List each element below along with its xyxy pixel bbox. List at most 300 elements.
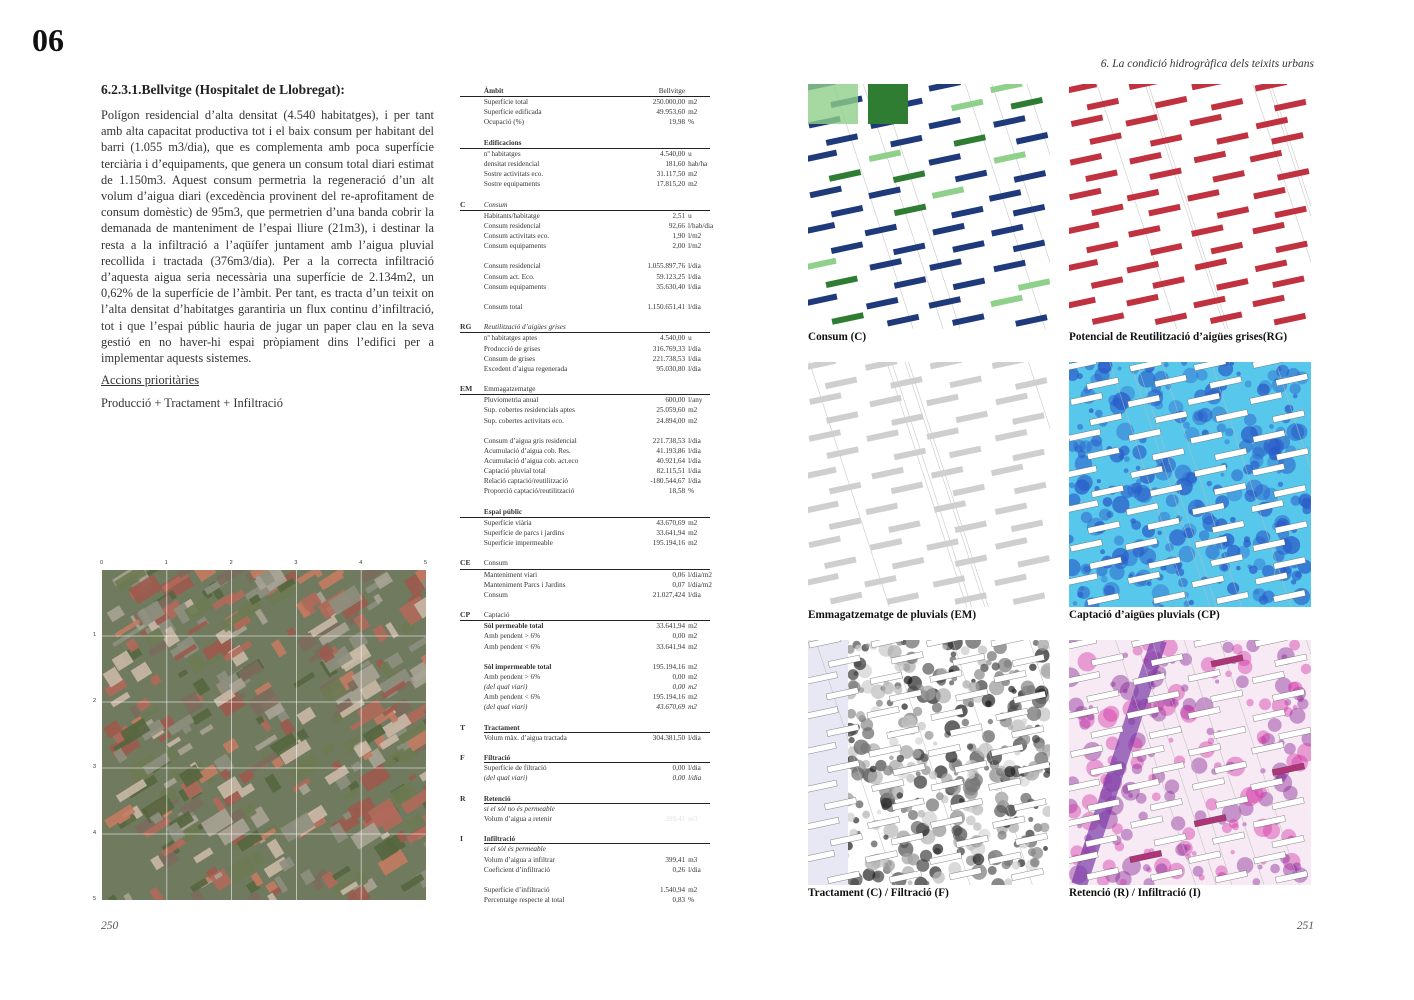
table-cell-val: 0,06 [672,570,685,579]
table-cell-label: Pluviometria anual [483,396,539,405]
table-cell-unit: m3 [688,855,698,864]
table-cell-label: Retenció [484,794,623,804]
table-row [460,652,710,662]
table-cell-label: Captació pluvial total [483,467,546,476]
table-cell-code [460,486,484,496]
table-cell-label [484,600,623,610]
thematic-map-treat [808,640,1050,885]
table-cell-unit: l/dia [688,364,701,373]
table-cell-code [460,895,484,905]
table-cell-code [460,702,484,712]
page-number-right: 251 [1296,920,1314,932]
table-cell-label [484,292,623,302]
table-cell-label: nº habitatges [483,149,521,158]
table-cell-unit [685,292,710,302]
table-cell-unit: l/dia [688,282,701,291]
table-cell-unit [685,834,710,844]
table-cell-val: 4.540,00 [659,334,686,343]
table-cell-val [623,875,685,885]
table-cell-code [460,169,484,179]
table-row [460,302,710,312]
table-cell-val: 33.641,94 [656,642,686,651]
table-row [460,753,710,763]
table-cell-unit [685,251,710,261]
table-cell-unit [685,497,710,507]
table-cell-val: 0,00 [672,774,686,783]
table-row [460,436,710,446]
aerial-photo [102,570,426,900]
table-cell-label: Volum màx. d’aigua tractada [483,733,567,742]
table-cell-code [460,189,484,199]
table-cell-label [484,713,623,723]
table-cell-label: Sostre equipaments [483,180,540,189]
table-cell-unit [685,844,710,854]
table-cell-label: Manteniment Parcs i Jardins [483,580,566,589]
table-cell-unit: m2 [688,406,698,415]
table-cell-code [460,713,484,723]
table-cell-unit: l/dia [688,764,701,773]
table-cell-label: Tractament [484,723,623,733]
table-row [460,733,710,743]
table-cell-val [623,189,685,199]
table-row [460,231,710,241]
table-cell-unit: l/m2 [688,242,702,251]
table-cell-code [460,395,484,405]
table-cell-label: Captació [483,611,510,620]
table-cell-unit: m2 [688,683,697,692]
table-row [460,149,710,159]
table-row [460,333,710,343]
table-cell-unit [685,652,710,662]
table-cell-label: Habitants/habitatge [483,211,540,220]
table-cell-unit: m2 [688,518,698,527]
table-row [460,251,710,261]
table-cell-unit: m2 [688,416,698,425]
table-row [460,241,710,251]
table-row [460,834,710,844]
table-cell-val: 304.381,50 [652,733,686,742]
table-row [460,272,710,282]
aerial-tick-x: 4 [359,560,363,566]
table-cell-val: 600,00 [665,396,686,405]
table-cell-unit [685,507,710,517]
table-cell-unit: l/dia [688,467,701,476]
table-cell-code [460,784,484,794]
table-row [460,895,710,905]
table-cell-val: 21.027,424 [652,590,686,599]
table-cell-label [484,548,623,558]
table-cell-label: Consum residencial [483,262,541,271]
table-cell-unit [685,426,710,436]
table-row [460,621,710,631]
thematic-map-retain [1069,640,1311,885]
table-row [460,784,710,794]
table-cell-val: 92,66 [668,221,685,230]
table-cell-unit [685,138,710,148]
table-cell-unit: m2 [688,642,698,651]
table-cell-val: 43.670,69 [656,518,686,527]
table-row [460,446,710,456]
table-cell-unit: m2 [688,662,698,671]
table-cell-val: 0,26 [672,865,686,874]
thematic-map-storage [808,362,1050,607]
table-row [460,416,710,426]
running-head: 6. La condició hidrogràfica dels teixits urbans [1100,58,1314,70]
table-cell-code [460,128,484,138]
table-row [460,773,710,783]
table-cell-code [460,456,484,466]
table-cell-code [460,138,484,148]
table-cell-val [623,128,685,138]
table-cell-code [460,476,484,486]
table-cell-label [484,652,623,662]
table-cell-val: 0,00 [672,764,686,773]
table-cell-val: 1.540,94 [659,885,686,894]
table-cell-unit: m2 [688,632,698,641]
table-cell-unit: l/dia [688,733,701,742]
table-cell-unit [685,610,710,620]
table-cell-code [460,548,484,558]
table-cell-code: R [460,793,466,803]
table-row [460,610,710,621]
table-row [460,631,710,641]
table-cell-code [460,642,484,652]
table-row [460,221,714,231]
table-cell-unit [685,600,710,610]
table-cell-unit: hab/ha [688,159,708,168]
table-cell-val [623,548,685,558]
table-cell-unit: % [688,896,695,905]
table-cell-unit: u [688,149,692,158]
table-cell-unit: l/dia [688,436,701,445]
aerial-tick-y: 4 [93,830,97,836]
table-cell-label: Consum [483,559,508,568]
table-row [460,107,710,117]
table-cell-unit: % [688,118,695,127]
table-cell-val: 316.769,33 [652,344,686,353]
table-cell-unit [685,743,710,753]
table-cell-label [484,497,623,507]
table-cell-val [623,507,685,517]
table-cell-val [623,600,685,610]
table-cell-code [460,405,484,415]
table-cell-unit: m2 [688,673,698,682]
table-cell-label: Amb pendent < 6% [483,693,541,702]
table-cell-unit [685,200,710,210]
table-cell-code [460,221,484,231]
table-cell-label [484,784,623,794]
table-cell-unit: l/dia [688,457,701,466]
thematic-map-reuse [1069,84,1311,329]
table-cell-code: CE [460,558,471,568]
table-row [460,794,710,804]
table-cell-unit [685,86,710,96]
table-cell-val: 33.641,94 [656,622,686,631]
table-cell-code [460,662,484,672]
table-cell-val [623,824,685,834]
table-row [460,169,710,179]
table-cell-code [460,497,484,507]
table-row [460,814,710,824]
table-row [460,159,710,169]
table-cell-code: EM [460,384,473,394]
table-cell-code [460,466,484,476]
table-cell-label [484,128,623,138]
table-row [460,86,710,97]
table-row [460,507,710,518]
table-cell-unit: l/dia [688,344,701,353]
table-row [460,824,710,834]
table-cell-code [460,241,484,251]
table-cell-label: Consum de grises [483,354,536,363]
table-row [460,528,710,538]
table-cell-label: Producció de grises [483,344,541,353]
table-row [460,844,710,854]
table-cell-label: Manteniment viari [483,570,538,579]
table-row [460,570,710,580]
table-cell-unit [685,384,710,394]
table-cell-label: Coeficient d’infiltració [483,865,550,874]
table-cell-code [460,875,484,885]
map-caption: Consum (C) [808,331,867,343]
table-cell-code [460,538,484,548]
table-cell-code [460,211,484,221]
table-cell-val [623,652,685,662]
table-cell-label: Superfície de parcs i jardins [483,529,565,538]
table-cell-val: 195.194,16 [652,662,686,671]
table-cell-code [460,763,484,773]
table-row [460,662,710,672]
table-cell-unit: m2 [688,98,698,107]
table-cell-code [460,179,484,189]
table-cell-code [460,344,484,354]
table-cell-code [460,600,484,610]
table-cell-val: 43.670,69 [656,703,686,712]
table-cell-unit [685,713,710,723]
table-cell-code [460,261,484,271]
table-cell-val [623,138,685,148]
table-cell-val: 40.921,64 [656,457,686,466]
table-row [460,466,710,476]
table-cell-label: Proporció captació/reutilització [483,487,575,496]
table-cell-code [460,621,484,631]
table-cell-code [460,528,484,538]
table-cell-val: 4.540,00 [659,149,686,158]
table-cell-code [460,374,484,384]
table-cell-unit [685,794,710,804]
table-cell-val: 35.630,40 [656,282,686,291]
table-cell-code [460,333,484,343]
table-cell-unit: l/dia/m2 [687,570,712,579]
aerial-tick-x: 5 [424,560,428,566]
table-row [460,518,710,528]
table-cell-val: 221.738,53 [652,436,686,445]
table-cell-label: Superfície de filtració [483,764,547,773]
table-cell-code [460,426,484,436]
table-cell-unit: % [688,487,695,496]
table-cell-code [460,672,484,682]
table-cell-val [623,251,685,261]
table-cell-code [460,416,484,426]
table-cell-val [623,804,685,814]
aerial-tick-y: 1 [93,632,97,638]
table-cell-val: 31.117,50 [656,170,686,179]
table-cell-unit [685,784,710,794]
table-cell-unit [685,128,710,138]
table-cell-unit: l/dia [688,590,701,599]
map-caption: Captació d’aigües pluvials (CP) [1069,609,1220,621]
table-cell-label: Superfície d’infiltració [483,885,550,894]
map-caption: Emmagatzematge de pluvials (EM) [808,609,977,621]
table-cell-label: Consum [483,590,508,599]
table-cell-label: Sòl impermeable total [483,662,552,671]
table-cell-unit: m2 [688,622,698,631]
table-row [460,875,710,885]
table-cell-code [460,590,484,600]
table-cell-val: 181,60 [665,159,686,168]
table-cell-label: Àmbit [483,87,504,95]
table-cell-unit: m2 [688,885,698,894]
table-cell-val: -180.544,67 [650,477,686,486]
table-cell-unit: l/hab/dia [687,221,714,230]
table-cell-unit: l/dia [688,774,702,783]
table-row [460,538,710,548]
table-row [460,384,710,395]
table-cell-val: 0,07 [672,580,685,589]
table-cell-label: Sup. cobertes activitats eco. [483,416,564,425]
table-cell-code: I [460,834,463,844]
table-cell-code [460,580,484,590]
table-cell-code [460,692,484,702]
table-row [460,364,710,374]
table-cell-unit: l/dia/m2 [687,580,712,589]
table-cell-val [623,374,685,384]
table-cell-unit: m2 [688,529,698,538]
aerial-tick-y: 2 [93,698,97,704]
table-cell-label: Consum equipaments [483,282,546,291]
table-row [460,713,710,723]
table-cell-val [623,426,685,436]
table-cell-code [460,86,484,96]
table-cell-unit [685,374,710,384]
table-row [460,682,710,692]
table-cell-unit: m2 [688,539,698,548]
table-cell-label: Relació captació/reutilització [483,477,568,486]
table-row [460,189,710,199]
table-cell-code [460,885,484,895]
table-row [460,322,710,333]
table-cell-val: 33.641,94 [656,529,686,538]
aerial-tick-x: 0 [100,560,104,566]
data-table [460,86,714,905]
table-cell-code [460,855,484,865]
table-cell-label: Sòl permeable total [483,622,544,631]
table-cell-code [460,292,484,302]
table-cell-code [460,159,484,169]
table-cell-label: Edificacions [483,138,522,147]
table-row [460,642,710,652]
table-row [460,497,710,507]
table-cell-val: 59.123,25 [656,272,686,281]
table-cell-unit: l/dia [688,865,701,874]
table-row [460,580,710,590]
table-cell-label: Amb pendent > 6% [483,673,541,682]
table-cell-val: 18,58 [668,487,686,496]
table-row [460,261,710,271]
table-cell-unit: l/dia [688,302,701,311]
table-cell-label: (del qual viari) [483,774,528,783]
table-cell-label: Consum activitats eco. [483,231,550,240]
table-cell-label: Amb pendent > 6% [483,632,541,641]
table-cell-code [460,149,484,159]
table-cell-code [460,682,484,692]
table-cell-val: 1.055.897,76 [647,262,686,271]
table-cell-code [460,844,484,854]
table-cell-unit [685,312,710,322]
table-cell-unit [685,804,710,814]
table-cell-label: Consum residencial [483,221,541,230]
table-cell-label: Volum d’aigua a retenir [483,814,552,823]
table-cell-label: Consum d’aigua gris residencial [483,436,577,445]
table-cell-label: Acumulació d’aigua cob. act.eco [483,457,579,466]
table-cell-unit: u [688,211,692,220]
table-cell-unit: l/dia [688,354,701,363]
table-cell-code [460,631,484,641]
table-cell-unit: m2 [688,108,698,117]
table-row [460,692,710,702]
table-row [460,486,710,496]
table-cell-val: 25.059,60 [656,406,686,415]
table-row [460,138,710,149]
table-row [460,179,710,189]
table-cell-label: Consum equipaments [483,242,546,251]
table-cell-code [460,446,484,456]
table-cell-unit: m2 [688,170,698,179]
table-cell-val: 1.150.651,41 [647,302,686,311]
thematic-map-capture [1069,362,1311,607]
table-cell-val [623,497,685,507]
table-row [460,885,710,895]
table-cell-val [623,743,685,753]
table-cell-code [460,773,484,783]
map-caption: Tractament (C) / Filtració (F) [808,887,949,899]
table-row [460,395,710,405]
table-cell-val: 2,51 [672,211,686,220]
table-cell-unit [685,824,710,834]
table-cell-val [623,844,685,854]
table-cell-val: 17.815,20 [656,180,686,189]
table-row [460,344,710,354]
table-cell-code [460,814,484,824]
table-cell-val: 0,00 [672,673,686,682]
table-cell-val: 0,00 [672,683,686,692]
table-cell-code [460,364,484,374]
table-row [460,128,710,138]
table-cell-label: Amb pendent < 6% [483,642,541,651]
table-cell-val [623,292,685,302]
table-cell-unit [685,558,710,568]
table-cell-code [460,272,484,282]
table-cell-val: 1,90 [672,231,686,240]
table-cell-label [484,824,623,834]
table-cell-label [484,251,623,261]
table-cell-code [460,354,484,364]
table-cell-code [460,436,484,446]
table-row [460,456,710,466]
table-cell-code [460,117,484,127]
table-cell-code: F [460,753,465,763]
table-cell-label: Superfície impermeable [483,539,553,548]
